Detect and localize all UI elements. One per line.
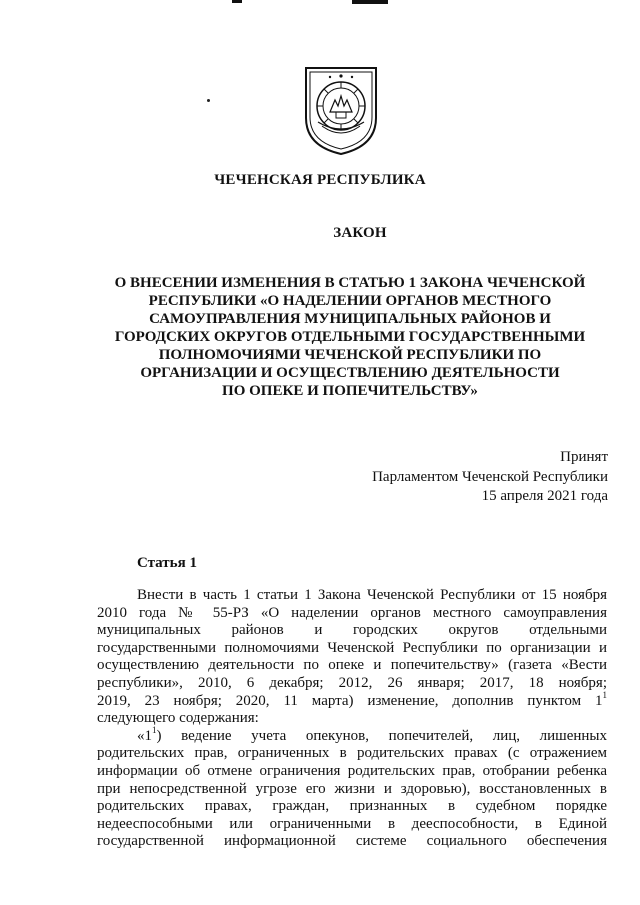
- law-title-line: О ВНЕСЕНИИ ИЗМЕНЕНИЯ В СТАТЬЮ 1 ЗАКОНА ЧЕЧЕНСКОЙ: [114, 275, 586, 291]
- adoption-block: [372, 448, 608, 507]
- coat-of-arms-emblem-icon: [300, 62, 382, 158]
- law-title-line: РЕСПУБЛИКИ «О НАДЕЛЕНИИ ОРГАНОВ МЕСТНОГО: [148, 293, 552, 309]
- body-line-text: 2019, 23 ноября; 2020, 11 марта) изменение, дополнив пунктом: [97, 692, 582, 709]
- law-title-line: ОРГАНИЗАЦИИ И ОСУЩЕСТВЛЕНИЮ ДЕЯТЕЛЬНОСТИ: [140, 365, 560, 381]
- body-line: муниципальных районов и городских округов отдельными: [97, 622, 607, 639]
- republic-heading: ЧЕЧЕНСКАЯ РЕСПУБЛИКА: [214, 172, 426, 188]
- item-line: информации об отмене ограничения родительских прав, отобрании ребенка: [97, 762, 607, 779]
- item-first-line: [97, 724, 607, 746]
- item-line: недееспособными или ограниченными в дееспособности, в Единой: [97, 815, 607, 832]
- adoption-status: Принят: [560, 449, 608, 465]
- body-line: республики», 2010, 6 декабря; 2012, 26 января; 2017, 18 ноября;: [97, 674, 607, 691]
- article-body: [97, 587, 607, 851]
- document-type-heading: ЗАКОН: [333, 225, 387, 241]
- law-title-line: ГОРОДСКИХ ОКРУГОВ ОТДЕЛЬНЫМИ ГОСУДАРСТВЕННЫМИ: [114, 329, 586, 345]
- item-prefix: «1: [137, 727, 152, 744]
- body-line: 2010 года № 55-РЗ «О наделении органов местного самоуправления: [97, 604, 607, 621]
- law-title-line: ПОЛНОМОЧИЯМИ ЧЕЧЕНСКОЙ РЕСПУБЛИКИ ПО: [158, 347, 542, 363]
- item-text: ) ведение учета опекунов, попечителей, лиц, лишенных: [156, 727, 607, 744]
- item-superscript: 1: [152, 724, 157, 735]
- point-superscript: 1: [602, 689, 607, 700]
- law-title: [100, 274, 600, 400]
- body-line: Внести в часть 1 статьи 1 Закона Чеченской Республики от 15 ноября: [137, 587, 607, 603]
- adoption-body: Парламентом Чеченской Республики: [372, 468, 608, 485]
- body-line: осуществлению деятельности по опеке и попечительству» (газета «Вести: [97, 657, 607, 674]
- law-title-line: ПО ОПЕКЕ И ПОПЕЧИТЕЛЬСТВУ»: [222, 383, 478, 399]
- item-line: государственной информационной системе социального обеспечения: [97, 833, 607, 850]
- article-heading: Статья 1: [137, 555, 197, 571]
- point-number: $1^1$: [595, 689, 607, 709]
- scan-artifact: [352, 0, 388, 4]
- body-line: государственными полномочиями Чеченской Республики по организации и: [97, 639, 607, 656]
- item-line: родительских прав, ограниченных в родительских правах (с отражением: [97, 745, 607, 762]
- scan-speck: [207, 99, 210, 102]
- law-title-line: САМОУПРАВЛЕНИЯ МУНИЦИПАЛЬНЫХ РАЙОНОВ И: [149, 311, 551, 327]
- body-line: следующего содержания:: [97, 710, 259, 727]
- adoption-date: 15 апреля 2021 года: [481, 488, 608, 504]
- scan-artifact: [232, 0, 242, 3]
- item-line: при непосредственной угрозе его жизни и здоровью), восстановленных в: [97, 780, 607, 797]
- item-line: родительских правах, граждан, признанных в судебном порядке: [97, 798, 607, 815]
- body-line-with-sup: [97, 689, 607, 711]
